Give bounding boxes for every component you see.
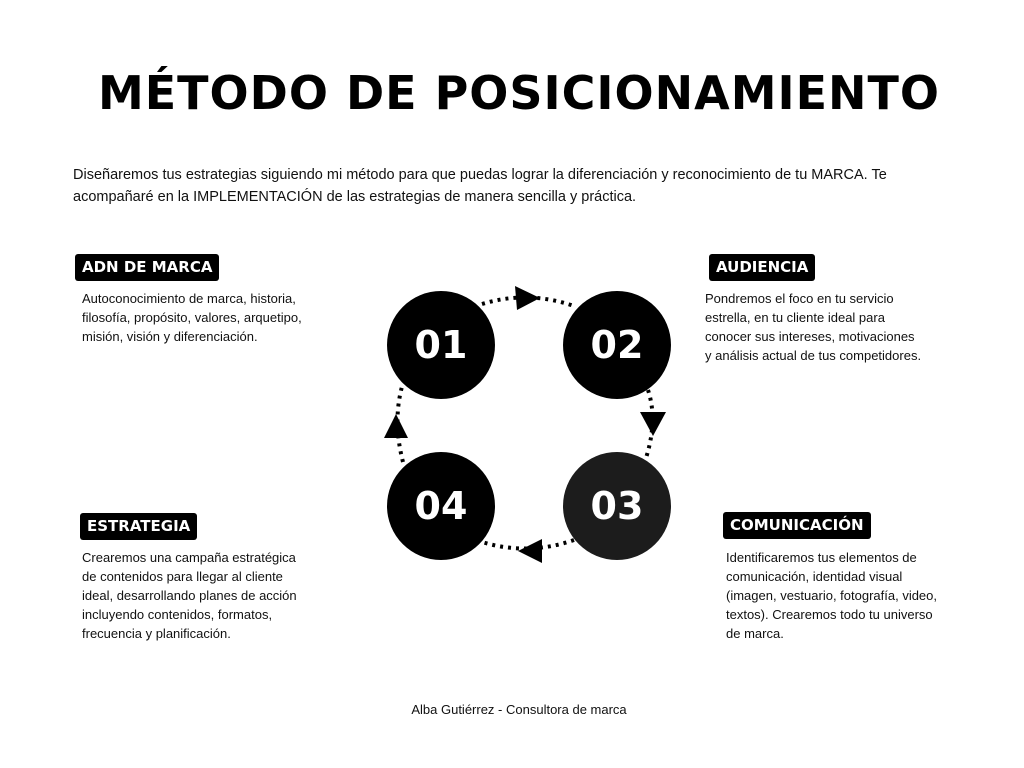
step-desc-audiencia (705, 289, 921, 365)
desc-line: y análisis actual de tus competidores. (705, 348, 922, 363)
desc-line: de contenidos para llegar al cliente (82, 569, 283, 584)
step-label-adn: ADN DE MARCA (75, 254, 219, 281)
desc-line: frecuencia y planificación. (82, 626, 231, 641)
desc-line: (imagen, vestuario, fotografía, video, (726, 588, 938, 603)
desc-line: ideal, desarrollando planes de acción (82, 588, 297, 603)
arrow-down-icon (640, 412, 666, 436)
intro-text: Diseñaremos tus estrategias siguiendo mi método para que puedas lograr la diferenciación y reconocimiento de tu MARCA. Te acompañaré en la IMPLEMENTACIÓN de las estrategias de manera sencilla y práctica. (73, 167, 887, 205)
desc-line: textos). Crearemos todo tu universo (726, 607, 933, 622)
step-circle-03: 03 (563, 452, 671, 560)
step-circle-01: 01 (387, 291, 495, 399)
desc-line: estrella, en tu cliente ideal para (705, 310, 885, 325)
arrow-right-icon (515, 286, 540, 310)
desc-line: Crearemos una campaña estratégica (82, 550, 296, 565)
desc-line: filosofía, propósito, valores, arquetipo, (82, 310, 302, 325)
arrow-left-icon (518, 539, 542, 563)
step-desc-comunicacion (726, 548, 937, 643)
footer-credit: Alba Gutiérrez - Consultora de marca (411, 702, 627, 717)
arrow-up-icon (384, 414, 408, 438)
step-desc-estrategia (82, 548, 297, 643)
desc-line: misión, visión y diferenciación. (82, 329, 258, 344)
desc-line: Autoconocimiento de marca, historia, (82, 291, 296, 306)
step-label-estrategia: ESTRATEGIA (80, 513, 197, 540)
step-label-comunicacion: COMUNICACIÓN (723, 512, 871, 539)
desc-line: incluyendo contenidos, formatos, (82, 607, 273, 622)
step-label-audiencia: AUDIENCIA (709, 254, 815, 281)
desc-line: Identificaremos tus elementos de (726, 550, 917, 565)
step-desc-adn (82, 289, 302, 346)
page-title: MÉTODO DE POSICIONAMIENTO (97, 66, 941, 120)
step-circle-04: 04 (387, 452, 495, 560)
desc-line: Pondremos el foco en tu servicio (705, 291, 894, 306)
desc-line: de marca. (726, 626, 784, 641)
step-circle-02: 02 (563, 291, 671, 399)
desc-line: conocer sus intereses, motivaciones (705, 329, 915, 344)
desc-line: comunicación, identidad visual (726, 569, 903, 584)
